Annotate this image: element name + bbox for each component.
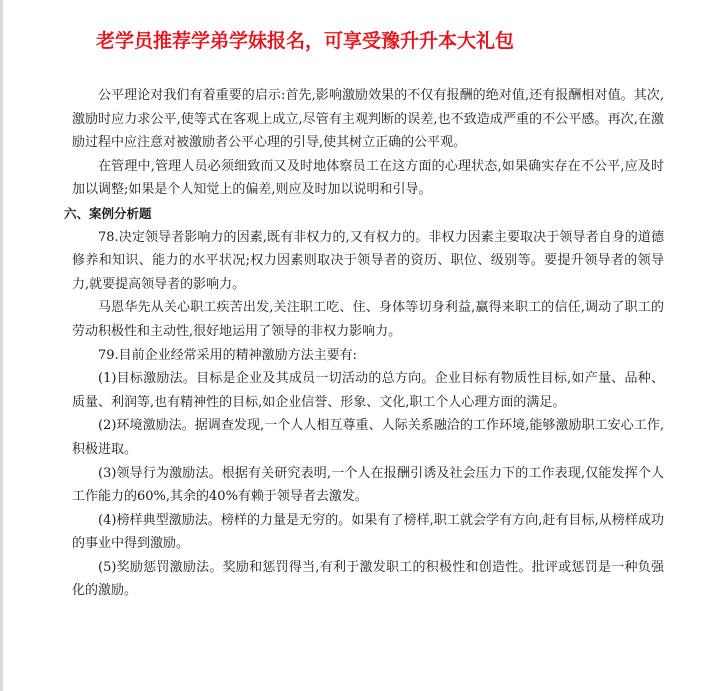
document-body	[64, 84, 664, 603]
section-heading-case-analysis: 六、案例分析题	[64, 205, 152, 221]
paragraph-leadership-incentive: (3)领导行为激励法。根据有关研究表明,一个人在报酬引诱及社会压力下的工作表现,仅能发挥个人工作能力的60%,其余的40%有赖于领导者去激发。	[72, 465, 664, 505]
paragraph-equity-theory: 公平理论对我们有着重要的启示:首先,影响激励效果的不仅有报酬的绝对值,还有报酬相对值。其次,激励时应力求公平,使等式在客观上成立,尽管有主观判断的误差,也不致造成严重的不公平感。再次,在激励过程中应注意对被激励者公平心理的引导,使其树立正确的公平观。	[72, 88, 664, 151]
paragraph-environment-incentive: (2)环境激励法。据调查发现,一个人人相互尊重、人际关系融洽的工作环境,能够激励职工安心工作,积极进取。	[72, 418, 664, 457]
paragraph-reward-punish-incentive: (5)奖励惩罚激励法。奖励和惩罚得当,有利于激发职工的积极性和创造性。批评或惩罚是一种负强化的激励。	[72, 559, 664, 599]
paragraph-goal-incentive: (1)目标激励法。目标是企业及其成员一切活动的总方向。企业目标有物质性目标,如产量、品种、质量、利润等,也有精神性的目标,如企业信誉、形象、文化,职工个人心理方面的满足。	[72, 371, 664, 410]
paragraph-management: 在管理中,管理人员必须细致而又及时地体察员工在这方面的心理状态,如果确实存在不公平,应及时加以调整;如果是个人知觉上的偏差,则应及时加以说明和引导。	[72, 158, 664, 198]
page-left-border	[0, 0, 3, 691]
paragraph-role-model-incentive: (4)榜样典型激励法。榜样的力量是无穷的。如果有了榜样,职工就会学有方向,赶有目标,从榜样成功的事业中得到激励。	[72, 512, 664, 552]
paragraph-q78: 78.决定领导者影响力的因素,既有非权力的,又有权力的。非权力因素主要取决于领导者自身的道德修养和知识、能力的水平状况;权力因素则取决于领导者的资历、职位、级别等。要提升领导者的领导力,就要提高领导者的影响力。	[72, 229, 664, 292]
paragraph-q78-analysis: 马恩华先从关心职工疾苦出发,关注职工吃、住、身体等切身利益,赢得来职工的信任,调动了职工的劳动积极性和主动性,很好地运用了领导的非权力影响力。	[72, 300, 664, 339]
promo-banner[interactable]: 老学员推荐学弟学妹报名，可享受豫升升本大礼包	[96, 30, 515, 52]
paragraph-q79: 79.目前企业经常采用的精神激励方法主要有:	[98, 347, 358, 363]
